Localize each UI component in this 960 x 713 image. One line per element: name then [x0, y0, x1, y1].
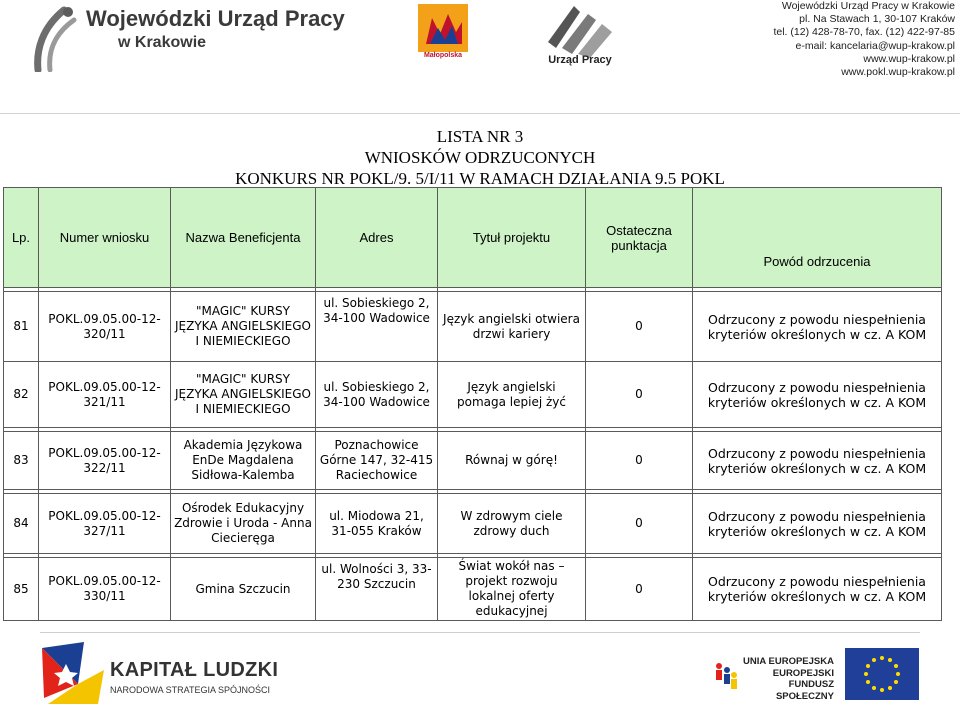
title-line: WNIOSKÓW ODRZUCONYCH	[364, 148, 596, 167]
cell-lp: 84	[4, 494, 39, 554]
contact-email: e-mail: kancelaria@wup-krakow.pl	[795, 39, 955, 52]
urzad-pracy-label: Urząd Pracy	[548, 54, 612, 66]
cell-powod: Odrzucony z powodu niespełnienia kryteriów określonych w cz. A KOM	[693, 558, 942, 621]
cell-punktacja: 0	[586, 558, 693, 621]
cell-tytul: Równaj w górę!	[438, 432, 586, 490]
table-row	[4, 432, 942, 490]
cell-powod: Odrzucony z powodu niespełnienia kryteriów określonych w cz. A KOM	[693, 362, 942, 428]
ue-line: EUROPEJSKI	[772, 667, 834, 679]
cell-lp: 82	[4, 362, 39, 428]
contact-line: tel. (12) 428-78-70, fax. (12) 422-97-85	[773, 26, 955, 39]
ue-efs-text	[740, 656, 834, 702]
efs-people-icon	[713, 661, 739, 695]
cell-beneficjent: "MAGIC" KURSY JĘZYKA ANGIELSKIEGO I NIEMIECKIEGO	[171, 362, 316, 428]
title-line: LISTA NR 3	[436, 127, 524, 146]
urzad-pracy-logo-icon	[540, 2, 618, 58]
contact-website: www.wup-krakow.pl	[863, 52, 955, 65]
cell-numer: POKL.09.05.00-12-321/11	[39, 362, 171, 428]
malopolska-label: Małopolska	[423, 52, 463, 59]
cell-lp: 83	[4, 432, 39, 490]
col-header-powod: Powód odrzucenia	[693, 188, 942, 288]
cell-beneficjent: "MAGIC" KURSY JĘZYKA ANGIELSKIEGO I NIEMIECKIEGO	[171, 292, 316, 362]
table-row	[4, 494, 942, 554]
wup-logo-icon	[28, 4, 83, 72]
ue-line: FUNDUSZ SPOŁECZNY	[775, 679, 834, 702]
col-header-numer: Numer wniosku	[39, 188, 171, 288]
kapital-ludzki-title: KAPITAŁ LUDZKI	[110, 659, 279, 681]
cell-tytul: Język angielski otwiera drzwi kariery	[438, 292, 586, 362]
cell-beneficjent: Akademia Językowa EnDe Magdalena Sidłowa-Kalemba	[171, 432, 316, 490]
cell-tytul: Język angielski pomaga lepiej żyć	[438, 362, 586, 428]
contact-block	[773, 0, 955, 79]
cell-powod: Odrzucony z powodu niespełnienia kryteriów określonych w cz. A KOM	[693, 494, 942, 554]
col-header-adres: Adres	[316, 188, 438, 288]
contact-line: pl. Na Stawach 1, 30-107 Kraków	[799, 13, 955, 26]
rejected-applications-table	[3, 187, 942, 621]
cell-powod: Odrzucony z powodu niespełnienia kryteriów określonych w cz. A KOM	[693, 432, 942, 490]
cell-numer: POKL.09.05.00-12-322/11	[39, 432, 171, 490]
cell-tytul: W zdrowym ciele zdrowy duch	[438, 494, 586, 554]
cell-lp: 85	[4, 558, 39, 621]
cell-punktacja: 0	[586, 362, 693, 428]
cell-adres: Poznachowice Górne 147, 32-415 Raciechowice	[316, 432, 438, 490]
cell-punktacja: 0	[586, 292, 693, 362]
col-header-beneficjent: Nazwa Beneficjenta	[171, 188, 316, 288]
cell-punktacja: 0	[586, 432, 693, 490]
document-title	[0, 126, 960, 189]
cell-beneficjent: Gmina Szczucin	[171, 558, 316, 621]
col-header-tytul: Tytuł projektu	[438, 188, 586, 288]
table-row	[4, 362, 942, 428]
cell-powod: Odrzucony z powodu niespełnienia kryteriów określonych w cz. A KOM	[693, 292, 942, 362]
cell-numer: POKL.09.05.00-12-327/11	[39, 494, 171, 554]
header-divider	[0, 113, 960, 114]
org-name: Wojewódzki Urząd Pracy	[86, 6, 345, 31]
col-header-lp: Lp.	[4, 188, 39, 288]
col-header-punktacja: Ostateczna punktacja	[586, 188, 693, 288]
table-header-row	[4, 188, 942, 288]
eu-flag-icon	[845, 648, 919, 700]
cell-adres: ul. Sobieskiego 2, 34-100 Wadowice	[316, 292, 438, 362]
title-line: KONKURS NR POKL/9. 5/I/11 W RAMACH DZIAŁANIA 9.5 POKL	[235, 169, 725, 188]
ue-line: UNIA EUROPEJSKA	[743, 656, 834, 667]
cell-punktacja: 0	[586, 494, 693, 554]
letterhead	[0, 0, 960, 110]
cell-beneficjent: Ośrodek Edukacyjny Zdrowie i Uroda - Anna Ciecieręga	[171, 494, 316, 554]
cell-tytul: Świat wokół nas – projekt rozwoju lokalnej oferty edukacyjnej	[438, 558, 586, 621]
cell-adres: ul. Wolności 3, 33-230 Szczucin	[316, 558, 438, 621]
cell-numer: POKL.09.05.00-12-320/11	[39, 292, 171, 362]
cell-numer: POKL.09.05.00-12-330/11	[39, 558, 171, 621]
cell-adres: ul. Miodowa 21, 31-055 Kraków	[316, 494, 438, 554]
table-row	[4, 558, 942, 621]
table-row	[4, 292, 942, 362]
kapital-ludzki-logo-icon	[38, 640, 108, 706]
org-city: w Krakowie	[118, 34, 207, 51]
footer-divider	[40, 632, 920, 633]
kapital-ludzki-subtitle: NARODOWA STRATEGIA SPÓJNOŚCI	[110, 685, 271, 695]
contact-line: Wojewódzki Urząd Pracy w Krakowie	[781, 0, 955, 12]
cell-adres: ul. Sobieskiego 2, 34-100 Wadowice	[316, 362, 438, 428]
contact-website: www.pokl.wup-krakow.pl	[841, 66, 955, 79]
cell-lp: 81	[4, 292, 39, 362]
